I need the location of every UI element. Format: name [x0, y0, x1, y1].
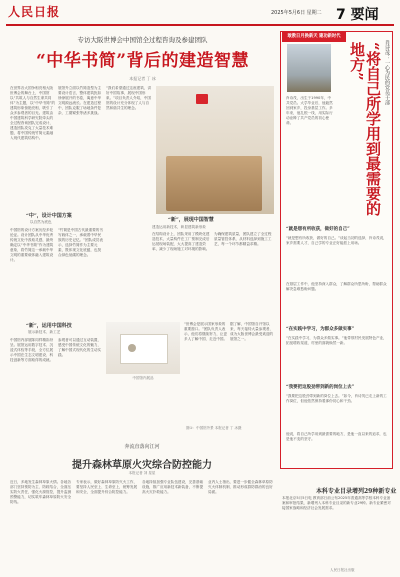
lead-column-2: 展馆外立面以竹简造型为主要设计语言，整体建筑犹如徐徐展开的书卷，寓意中华文明源远流长。在建造过程中，团队克服了场地条件复杂、工期紧张等诸多挑战。 [58, 86, 102, 115]
lead-byline: 本报记者 丁 冰 [129, 76, 156, 81]
bottom-column-2: 专家表示，做好森林草原防灭火工作，要坚持人民至上、生命至上，统筹发展和安全，全面提升综合防控能力。 [76, 480, 138, 494]
masthead [6, 3, 394, 23]
sidebar-subhead-2: “在实践中学习，为群众多做实事” [286, 327, 355, 332]
section-label: 7 要闻 [336, 7, 379, 23]
bottom-column-3: 各地持续加强专业队伍建设，完善基础设施，推广应用新技术新装备，不断提高火灾扑救能力。 [142, 480, 204, 494]
exhibit-caption: 中国馆内展品 [132, 376, 154, 380]
low-column-3: “世博会是展示国家形象的重要窗口。”团队负责人表示，他们将继续努力，让更多人了解中国、走近中国。 [184, 322, 228, 341]
sidebar-para-5: 他说，将自己所学用到最需要的地方，是他一直以来的追求，也是他不变的坚守。 [286, 432, 387, 441]
bottom-byline: 本报记者 刘 星星 [128, 471, 156, 475]
lead-subhead-2: “新”，展现中国智慧 [168, 217, 214, 223]
lead-subhead-3: “新”，运用中国科技 [26, 323, 72, 329]
lead-subline-3: 展示新技术、新工艺 [28, 330, 61, 334]
china-pavilion-photo [156, 86, 274, 214]
low-column-4: 据了解，中国馆自开馆以来，每天接待大量参观者，成为大阪世博会最受欢迎的展馆之一。 [230, 322, 274, 341]
sidebar-portrait-photo [287, 44, 331, 92]
brief-text: 本报北京5月5日电 教育部日前公布2025年普通高等学校本科专业备案和审批结果，新增列入本科专业目录的新专业29种。新专业紧密对接国家战略和经济社会发展需求。 [282, 496, 391, 510]
page-footer: 人民日报社出版 [330, 568, 355, 572]
lead-subline-1: 以自然为底色 [30, 220, 52, 224]
bottom-column-4: 业内人士指出，要进一步健全森林草原防灭火体制机制，推动形成群防群治的良好局面。 [208, 480, 273, 494]
sidebar-para-3: “在实践中学习，为群众多做实事。”他带领村民发展特色产业，拓宽增收渠道，村里的面貌焕然一新。 [286, 336, 387, 345]
sidebar-subhead-1: “就是想有所收获，做好的自己” [286, 227, 350, 232]
low-column-1: 中国馆内部展陈同样精彩纷呈。展馆运用数字技术、沉浸式体验等手段，全方位展示中国在生态文明建设、科技创新等方面取得的成就。 [10, 338, 54, 362]
mid-column-2: “竹简是中国古代最重要的书写载体之一，承载着中华民族的历史记忆。”团队成员表示，选择竹简作为主要元素，既体现文化底蕴，也契合绿色低碳的理念。 [58, 228, 103, 257]
photo-caption: 图①：中国馆外景 本报记者 丁 冰摄 [186, 426, 242, 430]
lead-kicker: 专访大阪世博会中国馆全过程咨询及参建团队 [77, 36, 208, 44]
mid-column-1: 中国馆的设计方案历经多轮论证。设计团队从中华优秀传统文化中汲取灵感，最终确定以“中华书简”作为建筑意象，将竹简这一承载中华文明的重要载体融入建筑设计。 [10, 228, 54, 262]
lead-subhead-1: “中”，设计中国方案 [26, 213, 72, 219]
sidebar-headline: “将自己所学用到最需要的地方” [348, 42, 382, 216]
lead-subline-2: 建造运用新技术，彰显建筑新形象 [152, 225, 206, 229]
masthead-rule [6, 24, 394, 26]
bamboo-structure-graphic [166, 156, 262, 211]
low-column-2: 参观者可以通过互动装置，感受中国传统文化的魅力，了解中国式现代化的生动实践。 [58, 338, 102, 357]
newspaper-logo: 人民日报 [8, 5, 61, 19]
exhibit-photo [106, 322, 180, 374]
bottom-headline: 提升森林草原火灾综合防控能力 [72, 460, 212, 471]
lead-headline: “中华书简”背后的建造智慧 [35, 51, 250, 71]
sidebar-kicker: 肖诗茂：一心为民的党员干部 [384, 40, 390, 105]
sidebar-para-4: “我要把这股劲带到新的岗位上去。”如今，肖诗茂已走上新的工作岗位，但他依然保持着那份初心和干劲。 [286, 394, 387, 403]
lead-column-1: 在世界各大国争相亮相大阪世博会的舞台上，中国馆以“共筑人与自然生命共同体”为主题，以“中华书简”的建筑形象惊艳亮相，吸引了众多参观者的目光。建筑由中国建筑科学研究院牵头的全过程咨询团队完成设计，建造团队攻克了大量技术难题，将中国传统竹简元素融入现代建筑结构中。 [10, 86, 56, 140]
mid-column-4: 为确保建筑质量，团队建立了全过程质量管控体系，从材料选择到施工工艺，每一个环节都精益求精。 [214, 232, 272, 246]
flag-graphic [196, 94, 208, 104]
sidebar-para-2: 在基层工作中，他坚持深入群众，了解群众所思所盼，帮助群众解决急难愁盼问题。 [286, 282, 387, 291]
lead-column-3: “我们希望通过这座建筑，讲好中国故事，展现中国形象。”项目负责人介绍，中国馆的设计充分体现了人与自然和谐共生的理念。 [106, 86, 151, 110]
brief-headline: 本科专业目录增列29种新专业 [316, 488, 397, 495]
bottom-column-1: 近日，多地发生森林草原火情。各地各部门坚持预防为主、防救结合，全面压实防火责任，强化火源管控，提升监测预警能力，切实筑牢森林草原防火安全防线。 [10, 480, 72, 504]
mid-column-3: 在结构设计上，团队采用了模块化建造技术，大量构件在工厂预制完成后运抵现场装配，大大提高了建造效率，减少了现场施工对环境的影响。 [152, 232, 210, 251]
issue-date: 2025年5月6日 星期二 [271, 10, 322, 16]
sidebar-para-1: “就是想有所收获，做好的自己。”谈起当初的选择，肖诗茂说，家乡需要人才，自己学的专业正好能派上用场。 [286, 236, 387, 245]
sidebar-subhead-3: “我要把这股劲带到新的岗位上去” [286, 385, 355, 390]
exhibit-ornament-graphic [128, 344, 136, 352]
sidebar-intro: 肖诗茂，出生于1990年，中共党员。大学毕业后，他毅然回到家乡，投身基层工作。多年来，他扎根一线，用实际行动诠释了共产党员的初心使命。 [286, 96, 333, 125]
sidebar-badge: 敢教日月换新天 建功新时代 [282, 32, 346, 42]
bottom-kicker: 奔流直落向江河 [124, 444, 160, 450]
